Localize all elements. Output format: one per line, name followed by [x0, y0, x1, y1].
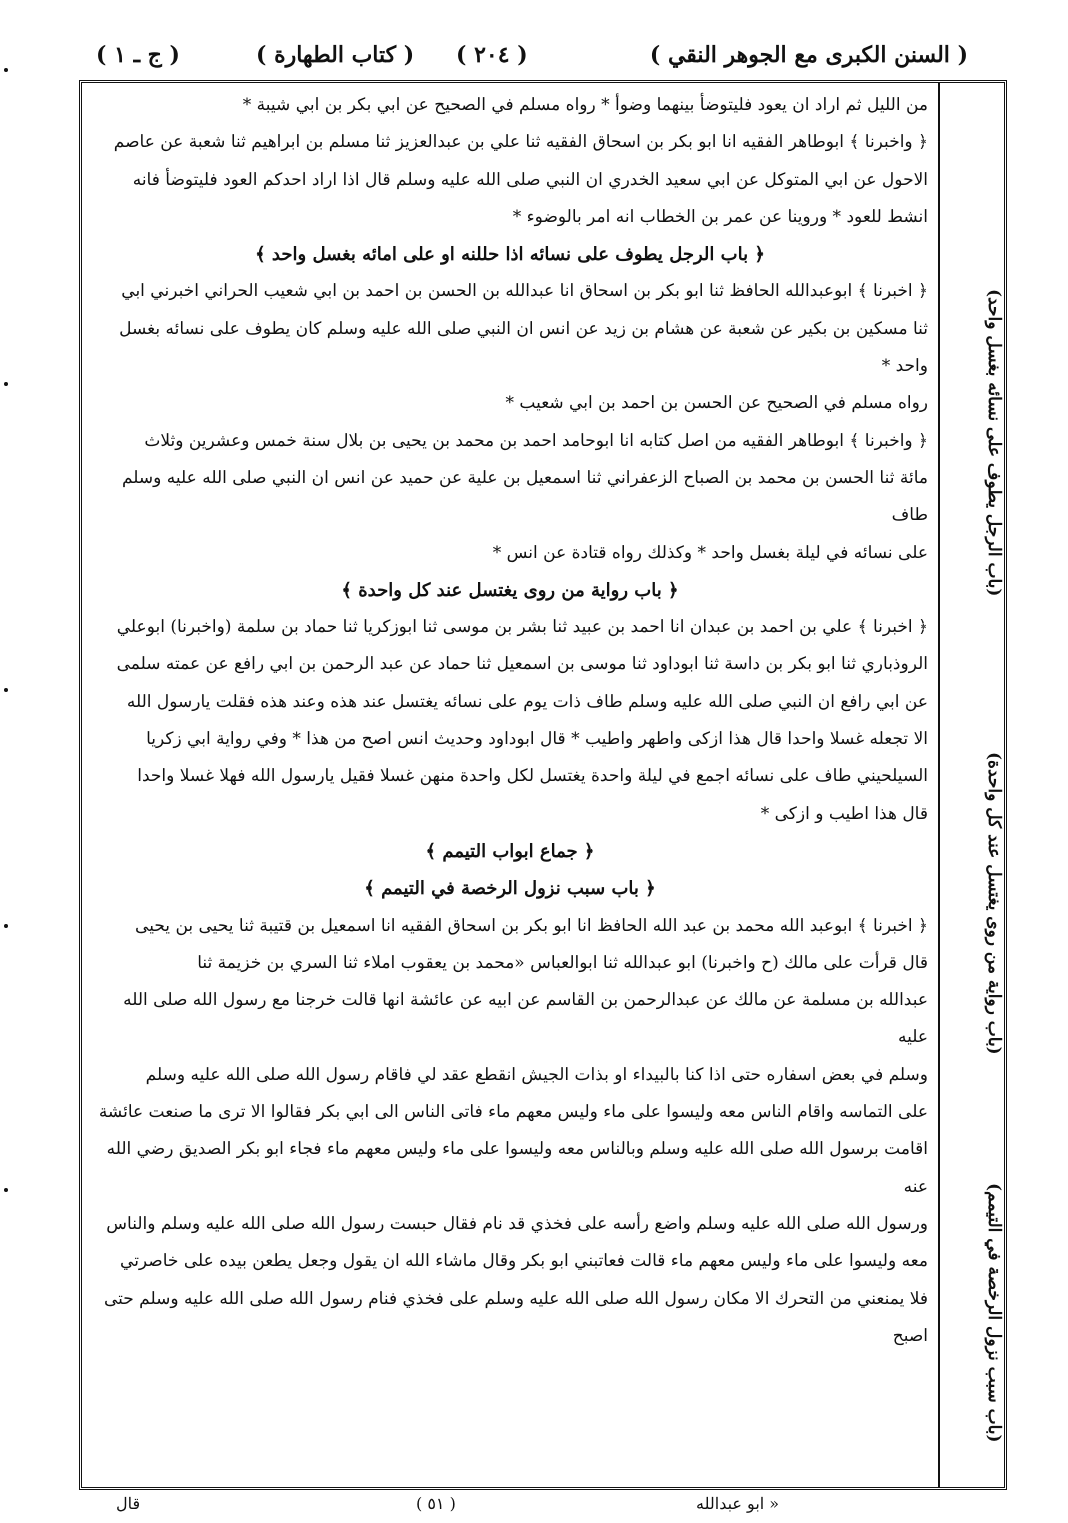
scan-mark — [4, 688, 8, 692]
text-line: على التماسه واقام الناس معه وليسوا على ماء وليس معهم ماء فاتى الناس الى ابي بكر فقالوا الا ترى ما صنعت عائشة — [98, 1102, 928, 1123]
text-frame — [79, 80, 1007, 1490]
text-line: الروذباري ثنا ابو بكر بن داسة ثنا ابوداود ثنا موسى بن اسمعيل ثنا حماد عن عبد الرحمن بن ابي رافع عن عمته سلمى — [116, 654, 928, 675]
text-line: ﴿ اخبرنا ﴾ ابوعبدالله الحافظ ثنا ابو بكر بن اسحاق انا عبدالله بن الحسن بن احمد بن ابي شعيب الحراني اخبرني ابي — [121, 281, 928, 302]
margin-note: (باب سبب نزول الرخصة في التيمم) — [984, 1183, 1004, 1443]
footnote: « ابو عبدالله — [696, 1494, 780, 1513]
footer-page-number: ( ٥١ ) — [416, 1494, 456, 1513]
text-line: ﴿ اخبرنا ﴾ علي بن احمد بن عبدان انا احمد بن عبيد ثنا بشر بن موسى ثنا ابوزكريا ثنا حماد بن سلمة (واخبرنا) ابوعلي — [116, 617, 928, 638]
text-line: الا تجعله غسلا واحدا قال هذا ازكى واطهر واطيب * قال ابوداود وحديث انس اصح من هذا * وفي رواية ابي زكريا — [146, 729, 928, 750]
chapter-heading: ﴿ باب سبب نزول الرخصة في التيمم ﴾ — [364, 878, 656, 900]
scan-mark — [4, 1188, 8, 1192]
main-text — [82, 87, 938, 1489]
text-line: فلا يمنعني من التحرك الا مكان رسول الله صلى الله عليه وسلم على فخذي فنام رسول الله صلى الله عليه وسلم حتى اصبح — [103, 1288, 928, 1346]
text-line: ثنا مسكين بن بكير عن شعبة عن هشام بن زيد عن انس ان النبي صلى الله عليه وسلم كان يطوف على نسائه بغسل واحد * — [119, 318, 928, 377]
margin-note: (باب الرجل يطوف على نسائه بغسل واحد) — [984, 289, 1004, 597]
text-line: قال قرأت على مالك (ح واخبرنا) ابو عبدالله ثنا ابوالعباس «محمد بن يعقوب املاء ثنا السري بن خزيمة ثنا — [197, 952, 928, 973]
page-header — [96, 38, 968, 78]
scan-mark — [4, 924, 8, 928]
header-title: ( السنن الكبرى مع الجوهر النقي ) — [649, 42, 968, 68]
header-book-name: ( كتاب الطهارة ) — [256, 42, 415, 68]
column-divider — [938, 83, 940, 1487]
text-line: على نسائه في ليلة بغسل واحد * وكذلك رواه قتادة عن انس * — [492, 542, 928, 563]
text-line: ﴿ واخبرنا ﴾ ابوطاهر الفقيه من اصل كتابه انا ابوحامد احمد بن محمد بن يحيى بن بلال سنة خمس وعشرين وثلاث — [144, 430, 928, 451]
text-line: ورسول الله صلى الله عليه وسلم واضع رأسه على فخذي قد نام فقال حبست رسول الله صلى الله عليه وسلم والناس — [106, 1213, 928, 1234]
margin-notes — [942, 83, 1004, 1487]
scan-mark — [4, 382, 8, 386]
scan-mark — [4, 68, 8, 72]
text-line: وسلم في بعض اسفاره حتى اذا كنا بالبيداء او بذات الجيش انقطع عقد لي فاقام رسول الله صلى الله عليه وسلم — [145, 1064, 928, 1085]
chapter-heading: ﴿ باب الرجل يطوف على نسائه اذا حللنه او على امائه بغسل واحد ﴾ — [255, 244, 765, 266]
text-line: اقامت برسول الله صلى الله عليه وسلم وبالناس معه وليسوا على ماء وليس معهم ماء فجاء ابو بكر الصديق رضي الله عنه — [106, 1139, 928, 1197]
margin-note: (باب رواية من روى يغتسل عند كل واحدة) — [984, 751, 1004, 1055]
text-line: قال هذا اطيب و ازكى * — [760, 803, 928, 824]
text-line: ﴿ اخبرنا ﴾ ابوعبد الله محمد بن عبد الله الحافظ انا ابو بكر بن اسحاق الفقيه انا اسمعيل بن قتيبة ثنا يحيى بن يحيى — [135, 915, 928, 936]
header-volume: ( ج ـ ١ ) — [96, 42, 180, 68]
text-line: ﴿ واخبرنا ﴾ ابوطاهر الفقيه انا ابو بكر بن اسحاق الفقيه ثنا علي بن عبدالعزيز ثنا مسلم بن ابراهيم ثنا شعبة عن عاصم — [113, 132, 928, 153]
chapter-heading: ﴿ باب رواية من روى يغتسل عند كل واحدة ﴾ — [341, 579, 679, 601]
text-line: السيلحيني طاف على نسائه اجمع في ليلة واحدة يغتسل لكل واحدة منهن غسلا فقيل يارسول الله فهلا غسلا واحدا — [137, 766, 928, 787]
text-line: انشط للعود * وروينا عن عمر بن الخطاب انه امر بالوضوء * — [512, 206, 928, 227]
text-line: عن ابي رافع ان النبي صلى الله عليه وسلم طاف ذات يوم على نسائه يغتسل عند هذه وعند هذه فقلت يارسول الله — [126, 691, 928, 712]
text-line: من الليل ثم اراد ان يعود فليتوضأ بينهما وضوأ * رواه مسلم في الصحيح عن ابي بكر بن ابي شيبة * — [242, 95, 928, 115]
page-footer — [96, 1494, 968, 1522]
text-line: الاحول عن ابي المتوكل عن ابي سعيد الخدري ان النبي صلى الله عليه وسلم قال اذا اراد احدكم العود فليتوضأ فانه — [132, 169, 928, 190]
section-heading: ﴿ جماع ابواب التيمم ﴾ — [425, 840, 595, 862]
catchword: قال — [116, 1494, 141, 1513]
text-line: عبدالله بن مسلمة عن مالك عن عبدالرحمن بن القاسم عن ابيه عن عائشة انها قالت خرجنا مع رسول الله صلى الله عليه — [123, 990, 928, 1048]
text-line: معه وليسوا على ماء وليس معهم ماء قالت فعاتبني ابو بكر وقال ماشاء الله ان يقول وجعل يطعن بيده على خاصرتي — [120, 1251, 928, 1272]
text-line: رواه مسلم في الصحيح عن الحسن بن احمد بن ابي شعيب * — [505, 393, 928, 414]
header-page-number: ( ٢٠٤ ) — [456, 42, 528, 68]
text-line: مائة ثنا الحسن بن محمد بن الصباح الزعفراني ثنا اسمعيل بن علية عن حميد عن انس ان النبي صلى الله عليه وسلم طاف — [121, 467, 928, 526]
